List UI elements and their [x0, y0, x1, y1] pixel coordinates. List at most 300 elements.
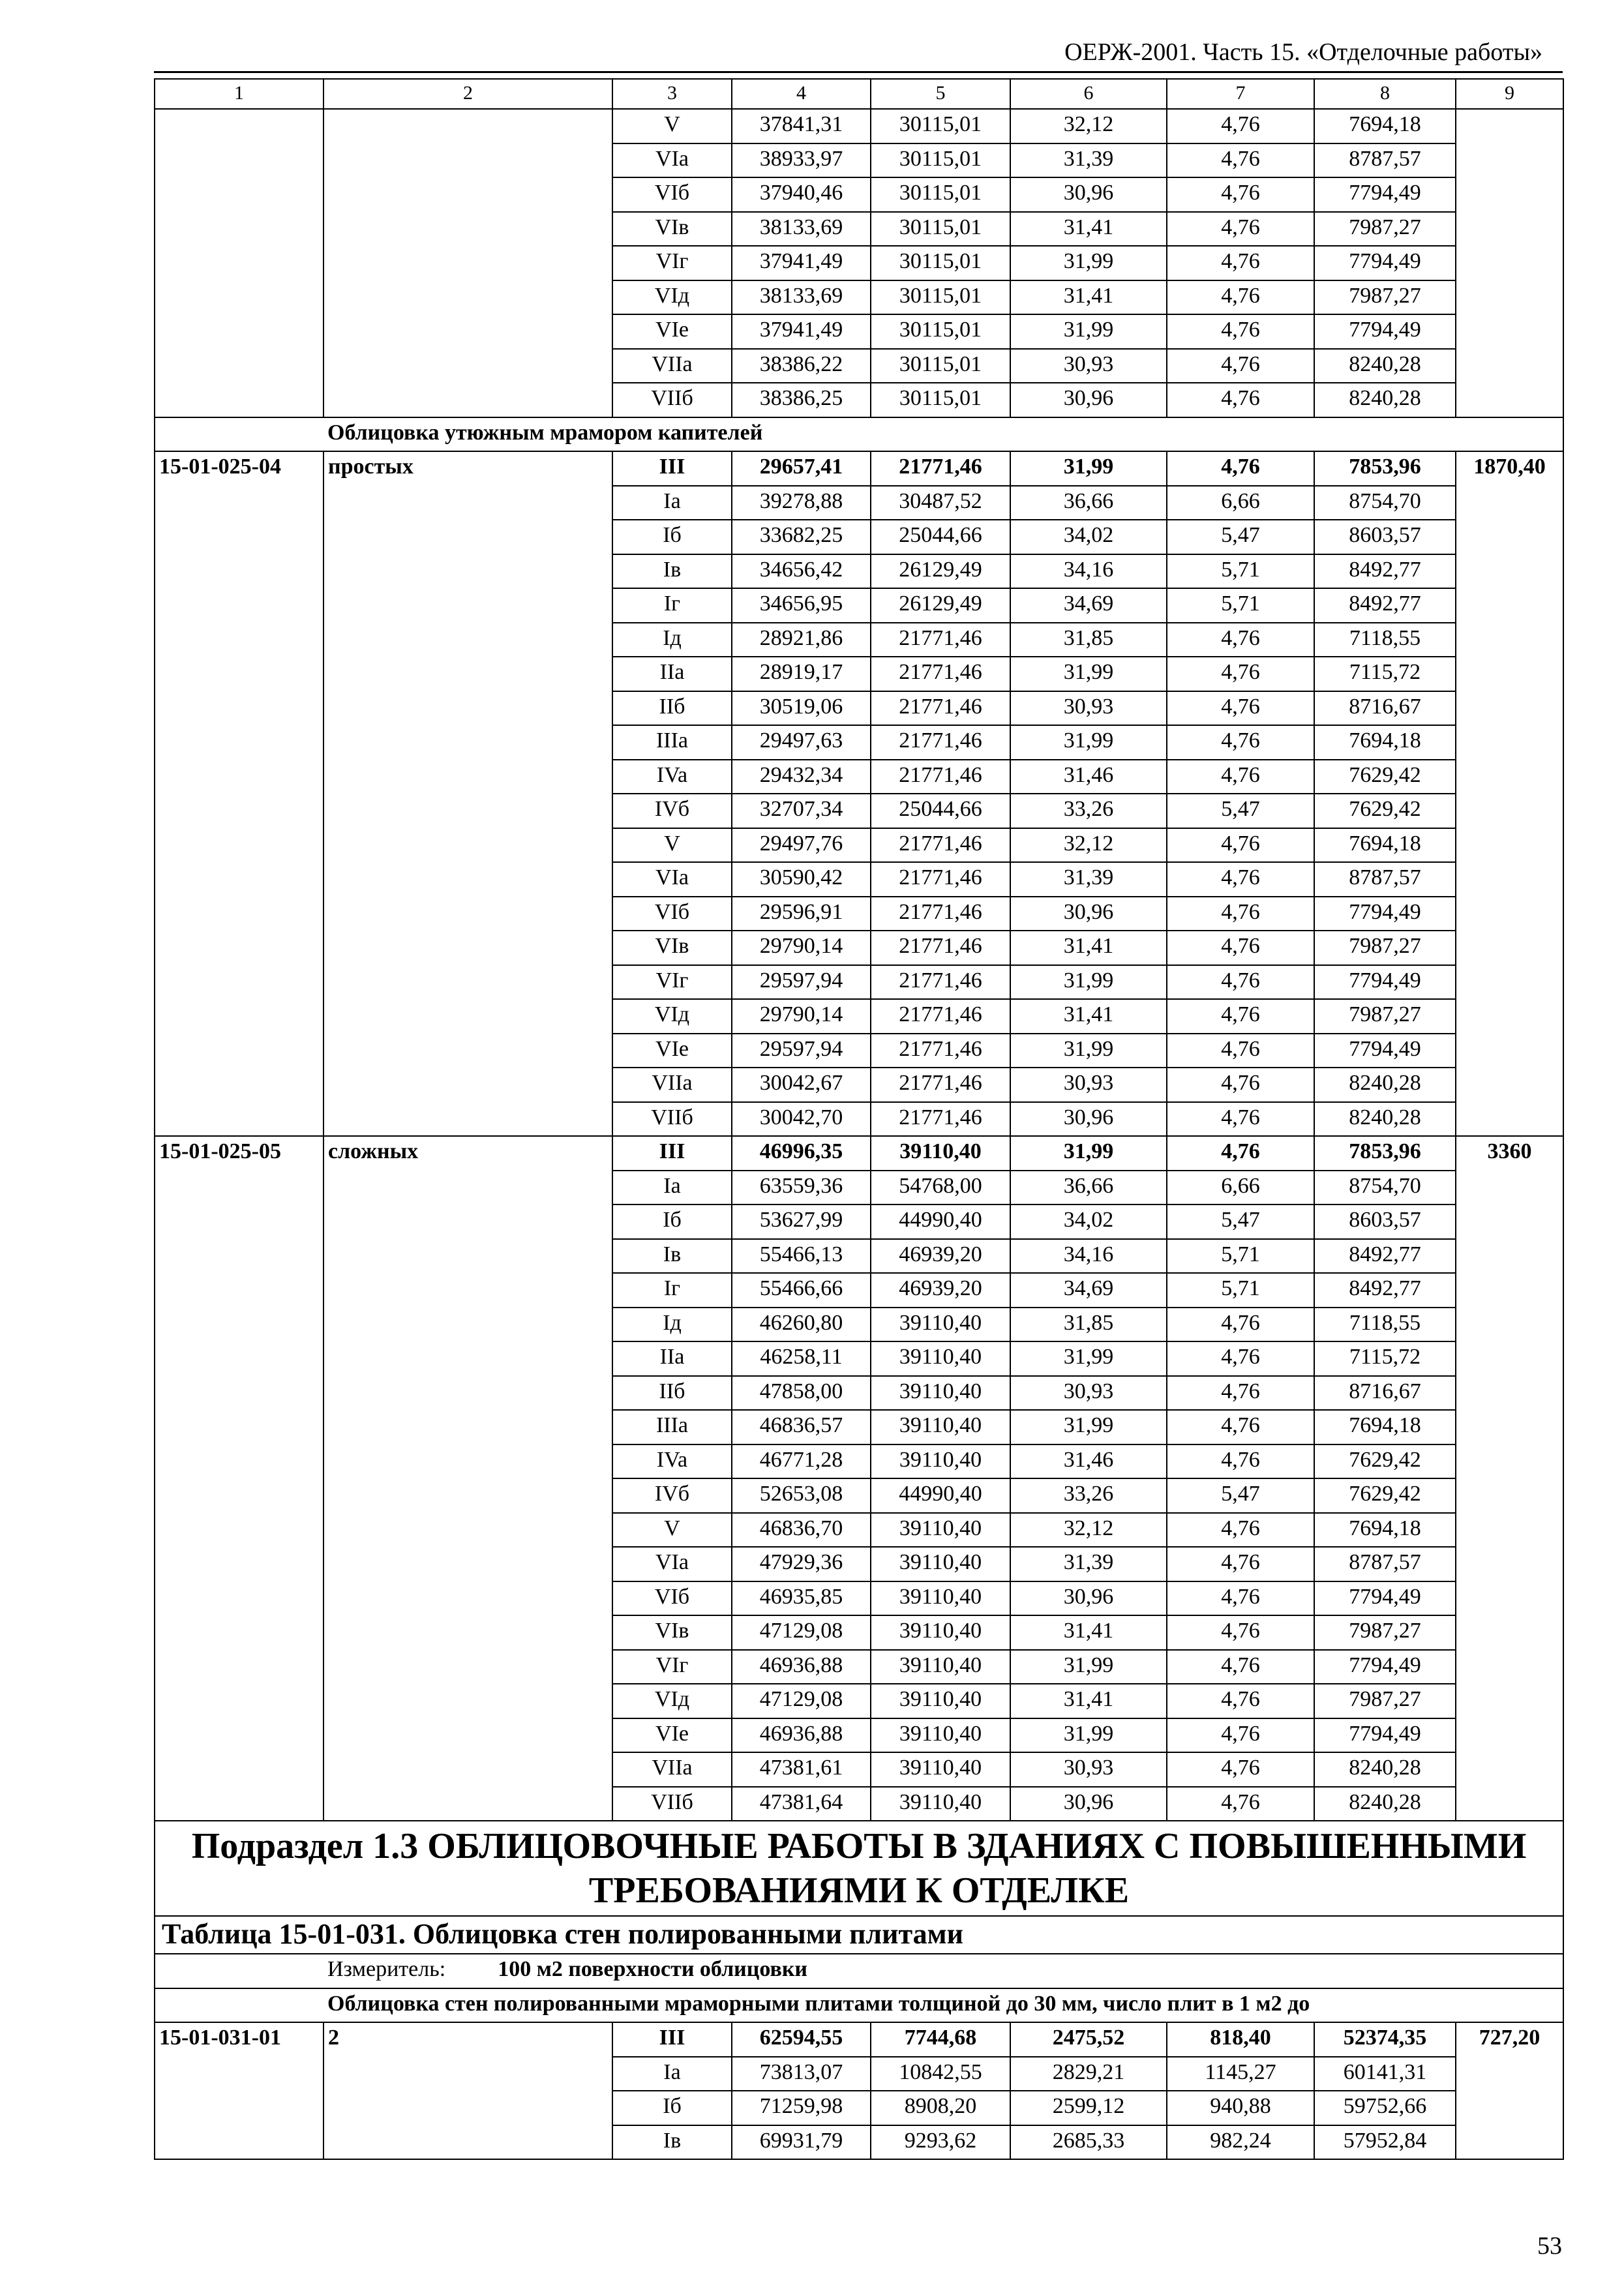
total-cost-cell: 62594,55: [732, 2022, 871, 2057]
zone-cell: V: [612, 109, 732, 143]
machines-cell: 31,99: [1010, 314, 1167, 349]
wages-cell: 21771,46: [871, 999, 1010, 1034]
column-number: 8: [1314, 79, 1456, 109]
total-cost-cell: 29790,14: [732, 931, 871, 965]
materials-cell: 8492,77: [1314, 1239, 1456, 1274]
page-header: ОЕРЖ-2001. Часть 15. «Отделочные работы»: [1064, 38, 1542, 66]
wages-cell: 21771,46: [871, 725, 1010, 760]
wages-cell: 21771,46: [871, 1102, 1010, 1137]
machinist-wages-cell: 6,66: [1167, 486, 1314, 520]
zone-cell: IVб: [612, 794, 732, 828]
wages-cell: 39110,40: [871, 1615, 1010, 1650]
machinist-wages-cell: 4,76: [1167, 999, 1314, 1034]
materials-cell: 7694,18: [1314, 109, 1456, 143]
total-cost-cell: 37941,49: [732, 246, 871, 280]
code-cell: 15-01-025-04: [155, 451, 323, 1136]
machinist-wages-cell: 4,76: [1167, 1068, 1314, 1102]
zone-cell: VIд: [612, 1684, 732, 1718]
zone-cell: V: [612, 828, 732, 863]
materials-cell: 7794,49: [1314, 246, 1456, 280]
materials-cell: 7987,27: [1314, 1684, 1456, 1718]
materials-cell: 7794,49: [1314, 177, 1456, 212]
wages-cell: 21771,46: [871, 1034, 1010, 1068]
machinist-wages-cell: 4,76: [1167, 1615, 1314, 1650]
total-cost-cell: 29497,63: [732, 725, 871, 760]
total-cost-cell: 69931,79: [732, 2125, 871, 2160]
machinist-wages-cell: 982,24: [1167, 2125, 1314, 2160]
group-heading: Облицовка утюжным мрамором капителей: [155, 417, 1563, 452]
wages-cell: 21771,46: [871, 691, 1010, 726]
total-cost-cell: 47929,36: [732, 1547, 871, 1581]
materials-cell: 7987,27: [1314, 1615, 1456, 1650]
name-cell: 2: [323, 2022, 612, 2159]
machinist-wages-cell: 4,76: [1167, 1581, 1314, 1616]
zone-cell: IVб: [612, 1478, 732, 1513]
machines-cell: 34,02: [1010, 520, 1167, 554]
column-number: 7: [1167, 79, 1314, 109]
table-row: [155, 2022, 1563, 2057]
machinist-wages-cell: 4,76: [1167, 1718, 1314, 1753]
machinist-wages-cell: 4,76: [1167, 1308, 1314, 1342]
zone-cell: Ia: [612, 1171, 732, 1205]
total-cost-cell: 47858,00: [732, 1376, 871, 1411]
machinist-wages-cell: 4,76: [1167, 725, 1314, 760]
total-cost-cell: 38133,69: [732, 280, 871, 315]
machines-cell: 31,85: [1010, 623, 1167, 657]
zone-cell: VIa: [612, 143, 732, 178]
machines-cell: 31,39: [1010, 862, 1167, 897]
machines-cell: 31,85: [1010, 1308, 1167, 1342]
total-cost-cell: 46936,88: [732, 1650, 871, 1684]
measure-cell: [155, 1954, 1563, 1988]
wages-cell: 44990,40: [871, 1478, 1010, 1513]
materials-cell: 7115,72: [1314, 1341, 1456, 1376]
materials-cell: 7853,96: [1314, 1136, 1456, 1171]
materials-cell: 8240,28: [1314, 1068, 1456, 1102]
labor-cell: [1456, 109, 1563, 417]
materials-cell: 7987,27: [1314, 280, 1456, 315]
materials-cell: 7629,42: [1314, 1444, 1456, 1479]
code-cell: 15-01-025-05: [155, 1136, 323, 1821]
zone-cell: IIIa: [612, 1410, 732, 1444]
machines-cell: 2475,52: [1010, 2022, 1167, 2057]
machines-cell: 31,41: [1010, 280, 1167, 315]
machines-cell: 34,16: [1010, 554, 1167, 589]
machines-cell: 32,12: [1010, 109, 1167, 143]
materials-cell: 8603,57: [1314, 1204, 1456, 1239]
total-cost-cell: 46836,70: [732, 1513, 871, 1548]
zone-cell: VIв: [612, 931, 732, 965]
wages-cell: 21771,46: [871, 862, 1010, 897]
machines-cell: 31,99: [1010, 451, 1167, 486]
wages-cell: 39110,40: [871, 1718, 1010, 1753]
zone-cell: V: [612, 1513, 732, 1548]
wages-cell: 30115,01: [871, 143, 1010, 178]
materials-cell: 7118,55: [1314, 1308, 1456, 1342]
wages-cell: 30115,01: [871, 383, 1010, 417]
materials-cell: 8492,77: [1314, 554, 1456, 589]
zone-cell: III: [612, 1136, 732, 1171]
zone-cell: IIa: [612, 1341, 732, 1376]
total-cost-cell: 46258,11: [732, 1341, 871, 1376]
zone-cell: Iв: [612, 554, 732, 589]
machines-cell: 31,41: [1010, 931, 1167, 965]
machines-cell: 31,99: [1010, 1034, 1167, 1068]
machinist-wages-cell: 940,88: [1167, 2091, 1314, 2125]
wages-cell: 21771,46: [871, 965, 1010, 1000]
machinist-wages-cell: 4,76: [1167, 1547, 1314, 1581]
total-cost-cell: 46935,85: [732, 1581, 871, 1616]
wages-cell: 46939,20: [871, 1273, 1010, 1308]
machines-cell: 31,99: [1010, 725, 1167, 760]
machinist-wages-cell: 4,76: [1167, 931, 1314, 965]
zone-cell: Iд: [612, 623, 732, 657]
machinist-wages-cell: 4,76: [1167, 1034, 1314, 1068]
wages-cell: 39110,40: [871, 1581, 1010, 1616]
group-heading: Облицовка стен полированными мраморными плитами толщиной до 30 мм, число плит в 1 м2 до: [155, 1988, 1563, 2023]
machines-cell: 31,99: [1010, 657, 1167, 691]
wages-cell: 39110,40: [871, 1376, 1010, 1411]
group-heading-row: [155, 417, 1563, 452]
machinist-wages-cell: 4,76: [1167, 965, 1314, 1000]
wages-cell: 26129,49: [871, 588, 1010, 623]
materials-cell: 7118,55: [1314, 623, 1456, 657]
wages-cell: 26129,49: [871, 554, 1010, 589]
total-cost-cell: 38133,69: [732, 212, 871, 247]
machinist-wages-cell: 4,76: [1167, 1410, 1314, 1444]
materials-cell: 8240,28: [1314, 1787, 1456, 1821]
machinist-wages-cell: 4,76: [1167, 1513, 1314, 1548]
machines-cell: 30,93: [1010, 349, 1167, 383]
total-cost-cell: 47129,08: [732, 1615, 871, 1650]
machinist-wages-cell: 4,76: [1167, 109, 1314, 143]
machines-cell: 32,12: [1010, 1513, 1167, 1548]
machines-cell: 2829,21: [1010, 2057, 1167, 2091]
machinist-wages-cell: 4,76: [1167, 383, 1314, 417]
zone-cell: III: [612, 451, 732, 486]
wages-cell: 30487,52: [871, 486, 1010, 520]
zone-cell: VIд: [612, 999, 732, 1034]
total-cost-cell: 37941,49: [732, 314, 871, 349]
wages-cell: 39110,40: [871, 1308, 1010, 1342]
zone-cell: VIв: [612, 1615, 732, 1650]
machines-cell: 31,99: [1010, 246, 1167, 280]
wages-cell: 30115,01: [871, 349, 1010, 383]
table-row: [155, 109, 1563, 143]
materials-cell: 7794,49: [1314, 1650, 1456, 1684]
materials-cell: 7987,27: [1314, 931, 1456, 965]
name-cell: простых: [323, 451, 612, 1136]
machines-cell: 33,26: [1010, 1478, 1167, 1513]
total-cost-cell: 55466,66: [732, 1273, 871, 1308]
total-cost-cell: 63559,36: [732, 1171, 871, 1205]
wages-cell: 21771,46: [871, 623, 1010, 657]
zone-cell: Iв: [612, 2125, 732, 2160]
total-cost-cell: 29497,76: [732, 828, 871, 863]
machinist-wages-cell: 4,76: [1167, 657, 1314, 691]
wages-cell: 21771,46: [871, 1068, 1010, 1102]
zone-cell: Iг: [612, 1273, 732, 1308]
machinist-wages-cell: 1145,27: [1167, 2057, 1314, 2091]
materials-cell: 8240,28: [1314, 1102, 1456, 1137]
total-cost-cell: 38386,25: [732, 383, 871, 417]
machines-cell: 31,41: [1010, 999, 1167, 1034]
machines-cell: 36,66: [1010, 1171, 1167, 1205]
machines-cell: 2599,12: [1010, 2091, 1167, 2125]
total-cost-cell: 38386,22: [732, 349, 871, 383]
materials-cell: 8603,57: [1314, 520, 1456, 554]
measure-row: [155, 1954, 1563, 1988]
machines-cell: 34,02: [1010, 1204, 1167, 1239]
total-cost-cell: 71259,98: [732, 2091, 871, 2125]
machines-cell: 30,93: [1010, 1376, 1167, 1411]
materials-cell: 7694,18: [1314, 1410, 1456, 1444]
machines-cell: 34,69: [1010, 588, 1167, 623]
table-row: [155, 1136, 1563, 1171]
wages-cell: 46939,20: [871, 1239, 1010, 1274]
wages-cell: 39110,40: [871, 1410, 1010, 1444]
total-cost-cell: 46936,88: [732, 1718, 871, 1753]
zone-cell: VIIa: [612, 1068, 732, 1102]
materials-cell: 7629,42: [1314, 794, 1456, 828]
machines-cell: 31,41: [1010, 1615, 1167, 1650]
materials-cell: 7694,18: [1314, 725, 1456, 760]
machines-cell: 30,93: [1010, 1068, 1167, 1102]
machines-cell: 32,12: [1010, 828, 1167, 863]
zone-cell: VIa: [612, 862, 732, 897]
machinist-wages-cell: 4,76: [1167, 828, 1314, 863]
machinist-wages-cell: 4,76: [1167, 1102, 1314, 1137]
column-number: 9: [1456, 79, 1563, 109]
total-cost-cell: 53627,99: [732, 1204, 871, 1239]
machines-cell: 30,93: [1010, 691, 1167, 726]
machinist-wages-cell: 4,76: [1167, 1787, 1314, 1821]
name-cell: [323, 109, 612, 417]
wages-cell: 30115,01: [871, 109, 1010, 143]
zone-cell: IIб: [612, 691, 732, 726]
zone-cell: VIв: [612, 212, 732, 247]
machinist-wages-cell: 4,76: [1167, 1341, 1314, 1376]
labor-cell: 727,20: [1456, 2022, 1563, 2159]
machinist-wages-cell: 4,76: [1167, 451, 1314, 486]
materials-cell: 7987,27: [1314, 212, 1456, 247]
total-cost-cell: 34656,42: [732, 554, 871, 589]
zone-cell: VIIб: [612, 1102, 732, 1137]
wages-cell: 39110,40: [871, 1444, 1010, 1479]
machines-cell: 31,46: [1010, 1444, 1167, 1479]
machinist-wages-cell: 5,71: [1167, 554, 1314, 589]
machines-cell: 31,99: [1010, 965, 1167, 1000]
total-cost-cell: 30042,70: [732, 1102, 871, 1137]
machines-cell: 30,93: [1010, 1752, 1167, 1787]
wages-cell: 21771,46: [871, 828, 1010, 863]
zone-cell: IVa: [612, 760, 732, 794]
total-cost-cell: 29790,14: [732, 999, 871, 1034]
machinist-wages-cell: 4,76: [1167, 143, 1314, 178]
materials-cell: 8787,57: [1314, 862, 1456, 897]
machinist-wages-cell: 4,76: [1167, 1136, 1314, 1171]
total-cost-cell: 47381,64: [732, 1787, 871, 1821]
machinist-wages-cell: 4,76: [1167, 1444, 1314, 1479]
wages-cell: 10842,55: [871, 2057, 1010, 2091]
wages-cell: 44990,40: [871, 1204, 1010, 1239]
wages-cell: 39110,40: [871, 1650, 1010, 1684]
zone-cell: VIIa: [612, 349, 732, 383]
wages-cell: 21771,46: [871, 760, 1010, 794]
wages-cell: 39110,40: [871, 1684, 1010, 1718]
machinist-wages-cell: 4,76: [1167, 897, 1314, 931]
materials-cell: 60141,31: [1314, 2057, 1456, 2091]
machines-cell: 34,16: [1010, 1239, 1167, 1274]
machines-cell: 30,96: [1010, 177, 1167, 212]
materials-cell: 8787,57: [1314, 1547, 1456, 1581]
machines-cell: 34,69: [1010, 1273, 1167, 1308]
materials-cell: 7794,49: [1314, 897, 1456, 931]
labor-cell: 3360: [1456, 1136, 1563, 1821]
section-heading: Подраздел 1.3 ОБЛИЦОВОЧНЫЕ РАБОТЫ В ЗДАНИЯХ С ПОВЫШЕННЫМИ ТРЕБОВАНИЯМИ К ОТДЕЛКЕ: [155, 1821, 1563, 1916]
machinist-wages-cell: 4,76: [1167, 314, 1314, 349]
machinist-wages-cell: 4,76: [1167, 623, 1314, 657]
zone-cell: VIг: [612, 965, 732, 1000]
total-cost-cell: 28921,86: [732, 623, 871, 657]
materials-cell: 7794,49: [1314, 1034, 1456, 1068]
materials-cell: 59752,66: [1314, 2091, 1456, 2125]
machinist-wages-cell: 4,76: [1167, 177, 1314, 212]
machinist-wages-cell: 4,76: [1167, 246, 1314, 280]
wages-cell: 39110,40: [871, 1136, 1010, 1171]
column-number: 3: [612, 79, 732, 109]
zone-cell: VIг: [612, 1650, 732, 1684]
materials-cell: 8716,67: [1314, 691, 1456, 726]
machinist-wages-cell: 4,76: [1167, 1376, 1314, 1411]
measure-value: 100 м2 поверхности облицовки: [498, 1957, 808, 1981]
wages-cell: 30115,01: [871, 177, 1010, 212]
zone-cell: Iб: [612, 1204, 732, 1239]
materials-cell: 7694,18: [1314, 828, 1456, 863]
zone-cell: VIIб: [612, 1787, 732, 1821]
total-cost-cell: 29597,94: [732, 965, 871, 1000]
materials-cell: 8240,28: [1314, 383, 1456, 417]
machines-cell: 31,99: [1010, 1718, 1167, 1753]
zone-cell: VIIa: [612, 1752, 732, 1787]
total-cost-cell: 29432,34: [732, 760, 871, 794]
wages-cell: 30115,01: [871, 246, 1010, 280]
total-cost-cell: 29657,41: [732, 451, 871, 486]
column-number: 1: [155, 79, 323, 109]
machines-cell: 33,26: [1010, 794, 1167, 828]
total-cost-cell: 52653,08: [732, 1478, 871, 1513]
wages-cell: 25044,66: [871, 794, 1010, 828]
column-number: 4: [732, 79, 871, 109]
code-cell: 15-01-031-01: [155, 2022, 323, 2159]
wages-cell: 54768,00: [871, 1171, 1010, 1205]
total-cost-cell: 46996,35: [732, 1136, 871, 1171]
materials-cell: 7794,49: [1314, 965, 1456, 1000]
total-cost-cell: 47381,61: [732, 1752, 871, 1787]
machines-cell: 31,46: [1010, 760, 1167, 794]
machines-cell: 31,99: [1010, 1341, 1167, 1376]
total-cost-cell: 34656,95: [732, 588, 871, 623]
total-cost-cell: 55466,13: [732, 1239, 871, 1274]
machinist-wages-cell: 4,76: [1167, 280, 1314, 315]
wages-cell: 8908,20: [871, 2091, 1010, 2125]
total-cost-cell: 37940,46: [732, 177, 871, 212]
total-cost-cell: 47129,08: [732, 1684, 871, 1718]
table-row: [155, 451, 1563, 486]
total-cost-cell: 29597,94: [732, 1034, 871, 1068]
total-cost-cell: 28919,17: [732, 657, 871, 691]
zone-cell: IIб: [612, 1376, 732, 1411]
machines-cell: 30,96: [1010, 1581, 1167, 1616]
materials-cell: 7794,49: [1314, 1718, 1456, 1753]
materials-cell: 8492,77: [1314, 1273, 1456, 1308]
machinist-wages-cell: 5,47: [1167, 794, 1314, 828]
wages-cell: 39110,40: [871, 1513, 1010, 1548]
machines-cell: 31,99: [1010, 1650, 1167, 1684]
machines-cell: 31,41: [1010, 212, 1167, 247]
wages-cell: 39110,40: [871, 1787, 1010, 1821]
machinist-wages-cell: 5,71: [1167, 1239, 1314, 1274]
measure-label: Измеритель:: [327, 1957, 446, 1981]
wages-cell: 39110,40: [871, 1752, 1010, 1787]
wages-cell: 39110,40: [871, 1547, 1010, 1581]
machines-cell: 36,66: [1010, 486, 1167, 520]
zone-cell: Ia: [612, 2057, 732, 2091]
total-cost-cell: 73813,07: [732, 2057, 871, 2091]
zone-cell: Iд: [612, 1308, 732, 1342]
machines-cell: 2685,33: [1010, 2125, 1167, 2160]
zone-cell: III: [612, 2022, 732, 2057]
total-cost-cell: 46260,80: [732, 1308, 871, 1342]
wages-cell: 21771,46: [871, 897, 1010, 931]
zone-cell: Iг: [612, 588, 732, 623]
total-cost-cell: 29596,91: [732, 897, 871, 931]
machines-cell: 31,99: [1010, 1410, 1167, 1444]
materials-cell: 7794,49: [1314, 314, 1456, 349]
zone-cell: Iб: [612, 520, 732, 554]
wages-cell: 9293,62: [871, 2125, 1010, 2160]
zone-cell: VIIб: [612, 383, 732, 417]
zone-cell: IVa: [612, 1444, 732, 1479]
zone-cell: VIд: [612, 280, 732, 315]
table-title-row: [155, 1916, 1563, 1954]
total-cost-cell: 30519,06: [732, 691, 871, 726]
zone-cell: IIIa: [612, 725, 732, 760]
zone-cell: Iб: [612, 2091, 732, 2125]
materials-cell: 7629,42: [1314, 1478, 1456, 1513]
total-cost-cell: 30042,67: [732, 1068, 871, 1102]
wages-cell: 7744,68: [871, 2022, 1010, 2057]
machines-cell: 31,41: [1010, 1684, 1167, 1718]
machinist-wages-cell: 5,47: [1167, 1478, 1314, 1513]
materials-cell: 7853,96: [1314, 451, 1456, 486]
materials-cell: 7115,72: [1314, 657, 1456, 691]
materials-cell: 52374,35: [1314, 2022, 1456, 2057]
machinist-wages-cell: 4,76: [1167, 862, 1314, 897]
labor-cell: 1870,40: [1456, 451, 1563, 1136]
page-number: 53: [1537, 2232, 1562, 2260]
total-cost-cell: 32707,34: [732, 794, 871, 828]
materials-cell: 8787,57: [1314, 143, 1456, 178]
machines-cell: 31,39: [1010, 1547, 1167, 1581]
zone-cell: VIe: [612, 314, 732, 349]
machinist-wages-cell: 5,47: [1167, 1204, 1314, 1239]
machinist-wages-cell: 818,40: [1167, 2022, 1314, 2057]
wages-cell: 30115,01: [871, 212, 1010, 247]
rates-table: [154, 78, 1564, 2160]
zone-cell: VIб: [612, 177, 732, 212]
materials-cell: 7629,42: [1314, 760, 1456, 794]
